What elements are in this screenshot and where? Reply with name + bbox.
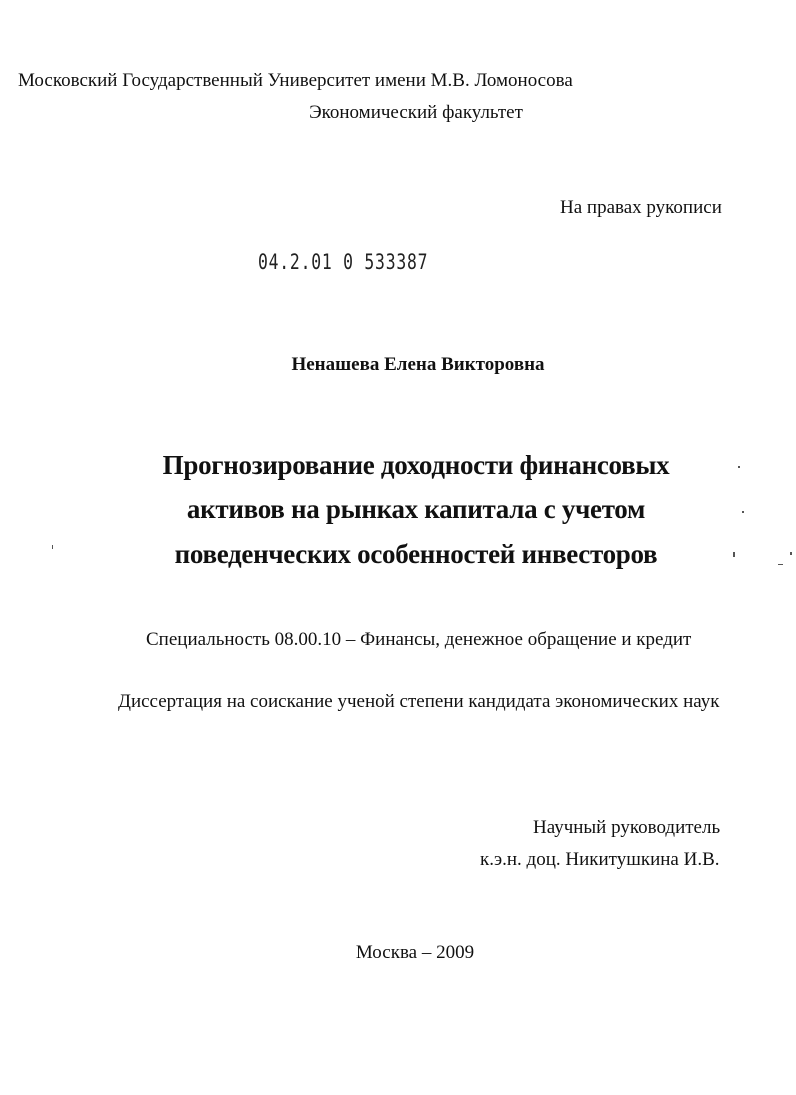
city-year: Москва – 2009 bbox=[355, 942, 475, 963]
supervisor-label: Научный руководитель bbox=[533, 817, 721, 838]
manuscript-note: На правах рукописи bbox=[560, 197, 722, 218]
supervisor-name: к.э.н. доц. Никитушкина И.В. bbox=[480, 849, 720, 870]
university-name: Московский Государственный Университет имени М.В. Ломоносова bbox=[18, 70, 573, 91]
scan-speck bbox=[52, 545, 53, 549]
scan-speck bbox=[790, 552, 792, 555]
author-name: Ненашева Елена Викторовна bbox=[291, 354, 545, 375]
title-line-2: активов на рынках капитала с учетом bbox=[186, 494, 646, 524]
scan-speck bbox=[738, 466, 740, 468]
scan-speck bbox=[778, 564, 783, 565]
scan-speck bbox=[733, 552, 735, 557]
specialty-line: Специальность 08.00.10 – Финансы, денежное обращение и кредит bbox=[146, 629, 692, 650]
title-line-3: поведенческих особенностей инвесторов bbox=[174, 539, 658, 569]
faculty-name: Экономический факультет bbox=[309, 102, 523, 123]
title-line-1: Прогнозирование доходности финансовых bbox=[162, 450, 670, 480]
dissertation-line: Диссертация на соискание ученой степени кандидата экономических наук bbox=[118, 691, 720, 712]
registration-stamp: 04.2.01 0 533387 bbox=[258, 250, 429, 274]
scan-speck bbox=[742, 511, 744, 513]
